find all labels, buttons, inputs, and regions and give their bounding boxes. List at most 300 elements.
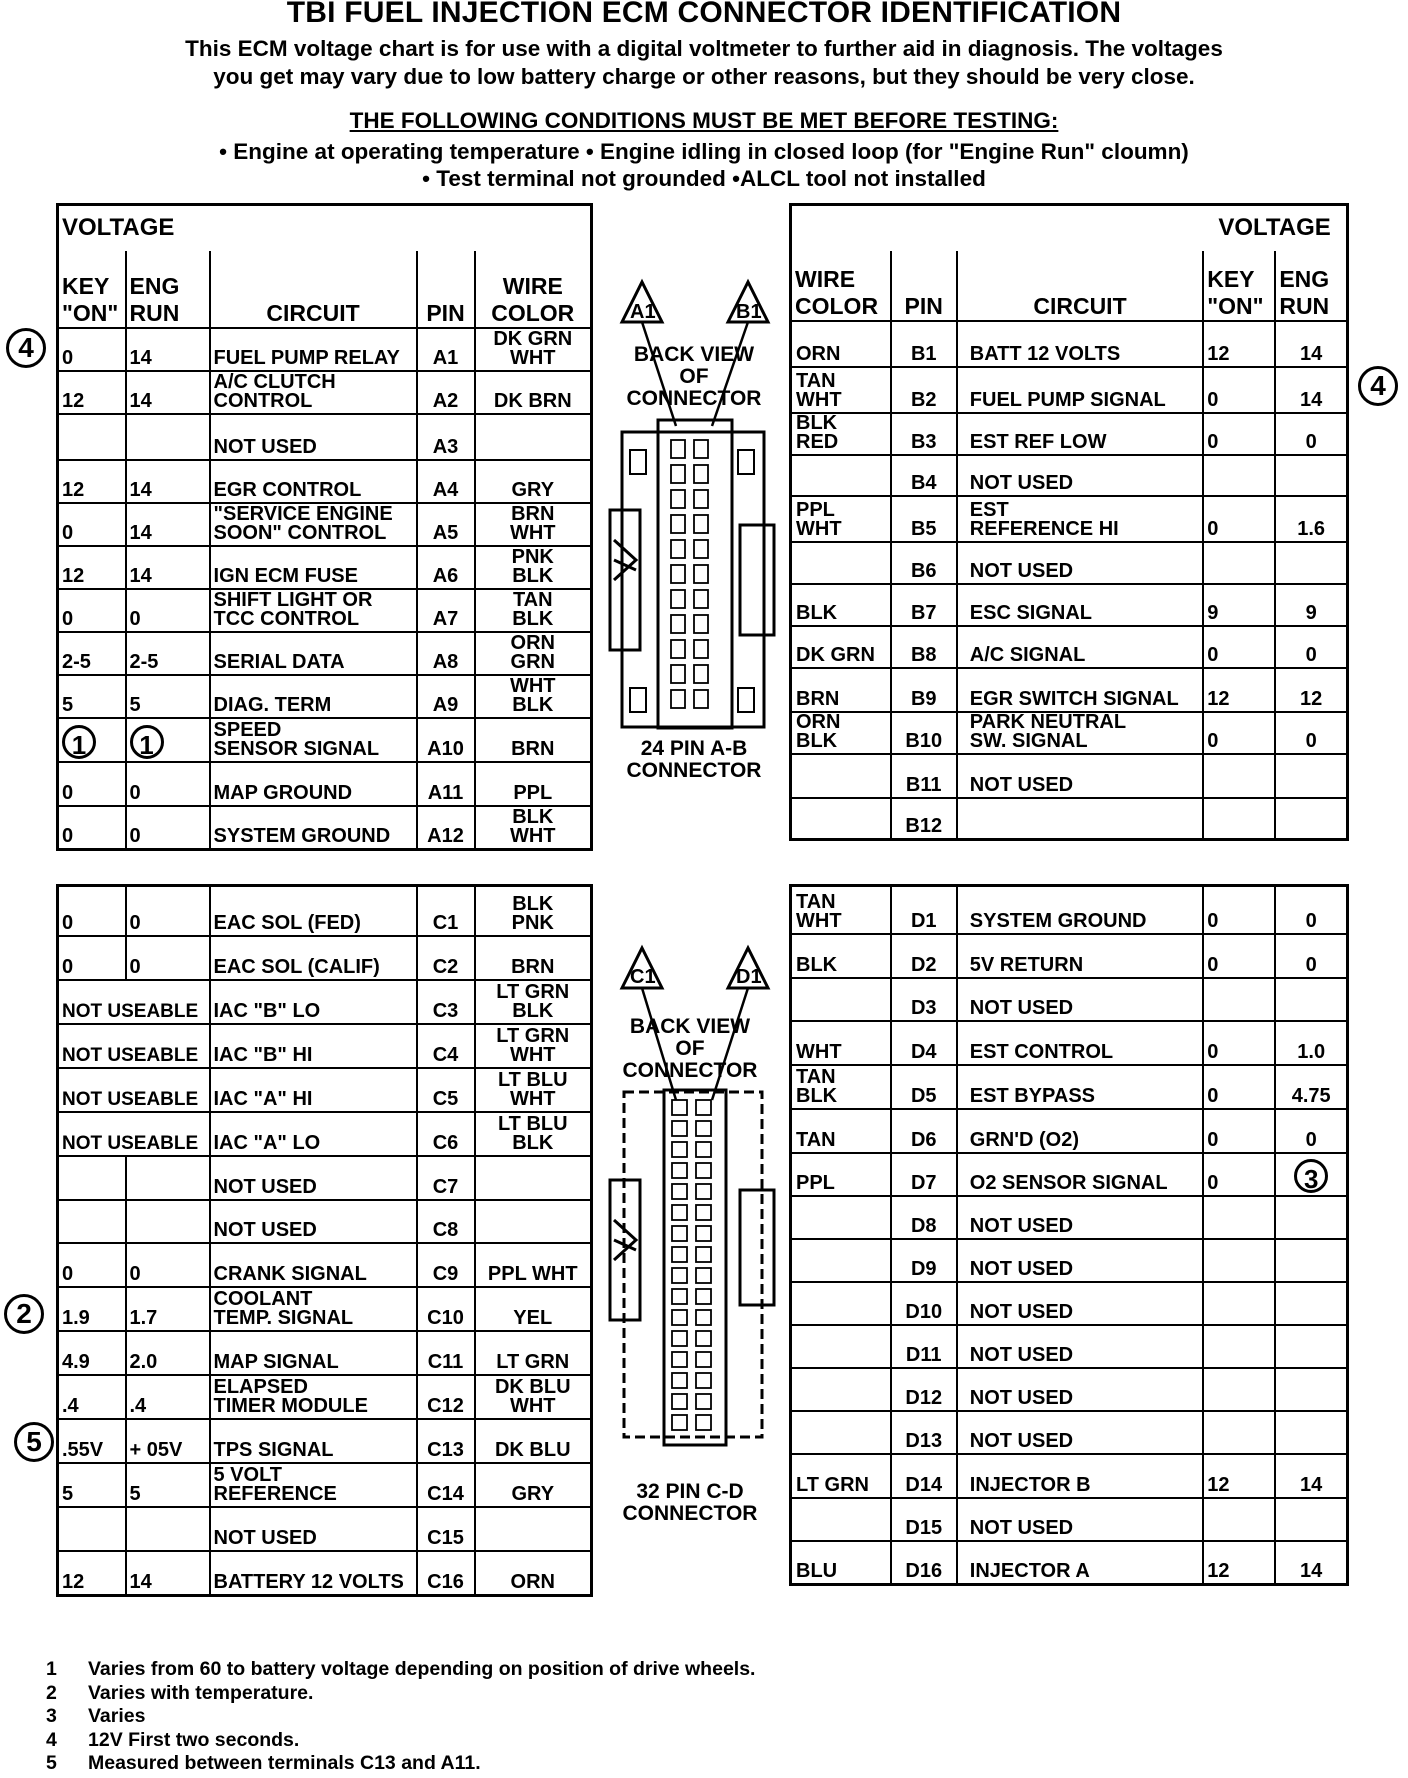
tri-label-c1: C1 (630, 966, 656, 988)
circuit-name: BATTERY 12 VOLTS (210, 1551, 417, 1596)
connector-ab-drawing (600, 270, 790, 740)
wire-color: TAN BLK (791, 1065, 891, 1109)
key-on-value: 0 (1203, 496, 1275, 542)
key-on-value: .55V (58, 1419, 126, 1463)
key-on-value: 0 (1203, 626, 1275, 668)
key-on-value (1203, 1239, 1275, 1282)
circuit-name: FUEL PUMP RELAY (210, 328, 417, 371)
footnote-item (46, 1705, 755, 1729)
pin-id: B3 (891, 413, 957, 455)
table-row (58, 1331, 592, 1375)
pin-id: D10 (891, 1282, 957, 1325)
page-header (0, 0, 1408, 194)
key-on-value: 0 (1203, 413, 1275, 455)
table-row (791, 584, 1348, 626)
table-row (791, 542, 1348, 584)
eng-run-value (1275, 1325, 1347, 1368)
table-row (791, 1325, 1348, 1368)
key-on-value (58, 1507, 126, 1551)
wire-color: BLK WHT (475, 806, 592, 850)
wire-color: ORN (475, 1551, 592, 1596)
wire-color: BLK (791, 934, 891, 978)
pin-id: C9 (417, 1243, 475, 1287)
circuit-name: EGR SWITCH SIGNAL (957, 668, 1203, 712)
key-on-value (1203, 1282, 1275, 1325)
table-row (791, 1368, 1348, 1411)
key-on-value: 9 (1203, 584, 1275, 626)
table-row (791, 1411, 1348, 1454)
circuit-name: EAC SOL (CALIF) (210, 936, 417, 980)
pin-id: D14 (891, 1454, 957, 1498)
eng-run-value: 5 (126, 1463, 210, 1507)
circuit-name: MAP SIGNAL (210, 1331, 417, 1375)
wire-color: ORN (791, 321, 891, 367)
circuit-name: IAC "B" HI (210, 1024, 417, 1068)
circuit-name: ELAPSED TIMER MODULE (210, 1375, 417, 1419)
table-row (791, 1153, 1348, 1196)
circuit-name: TPS SIGNAL (210, 1419, 417, 1463)
key-on-value: NOT USEABLE (58, 1068, 210, 1112)
circuit-name: NOT USED (957, 1411, 1203, 1454)
table-row (791, 455, 1348, 496)
pin-id: D15 (891, 1498, 957, 1541)
wire-color: ORN GRN (475, 632, 592, 675)
wire-color (791, 542, 891, 584)
circuit-name: SHIFT LIGHT OR TCC CONTROL (210, 589, 417, 632)
circuit-name: NOT USED (957, 1325, 1203, 1368)
pin-id: C10 (417, 1287, 475, 1331)
wire-color (791, 1196, 891, 1239)
table-row (58, 1507, 592, 1551)
tri-label-b1: B1 (736, 301, 762, 323)
key-on-value: 0 (1203, 1109, 1275, 1153)
conditions-heading: THE FOLLOWING CONDITIONS MUST BE MET BEFORE TESTING: (349, 108, 1059, 133)
eng-run-value: 1.0 (1275, 1021, 1347, 1065)
eng-run-value: 0 (1275, 712, 1347, 754)
eng-run-value: 0 (1275, 886, 1347, 934)
circuit-name: EST CONTROL (957, 1021, 1203, 1065)
wire-color: DK BLU (475, 1419, 592, 1463)
table-row (791, 668, 1348, 712)
eng-run-value (126, 718, 210, 762)
circuit-name: 5 VOLT REFERENCE (210, 1463, 417, 1507)
table-row (58, 589, 592, 632)
wire-color: LT GRN (475, 1331, 592, 1375)
table-row (58, 1375, 592, 1419)
table-row (791, 413, 1348, 455)
pin-id: D11 (891, 1325, 957, 1368)
eng-run-value: 0 (1275, 626, 1347, 668)
key-on-value (1203, 1498, 1275, 1541)
key-on-value (1203, 1411, 1275, 1454)
wire-color: PPL WHT (475, 1243, 592, 1287)
wire-color (791, 798, 891, 840)
pin-id: A3 (417, 414, 475, 460)
wire-color: DK BRN (475, 371, 592, 414)
circuit-name: SERIAL DATA (210, 632, 417, 675)
note-marker: 1 (62, 725, 96, 759)
circuit-name: NOT USED (957, 754, 1203, 798)
pin-id: C1 (417, 886, 475, 936)
key-on-value: NOT USEABLE (58, 1024, 210, 1068)
conditions-line-1: • Engine at operating temperature • Engine idling in closed loop (for "Engine Run" cloumn) (219, 139, 1189, 164)
table-row (58, 546, 592, 589)
eng-run-value: + 05V (126, 1419, 210, 1463)
wire-color: TAN WHT (791, 367, 891, 413)
key-on-value (1203, 542, 1275, 584)
wire-color-header: WIRE COLOR (475, 251, 592, 328)
wire-color (791, 1239, 891, 1282)
key-on-value (1203, 1325, 1275, 1368)
eng-run-value (126, 414, 210, 460)
pin-id: A2 (417, 371, 475, 414)
pin-id: C11 (417, 1331, 475, 1375)
footnote-text: Varies from 60 to battery voltage depending on position of drive wheels. (88, 1658, 756, 1680)
pin-id: B11 (891, 754, 957, 798)
eng-run-value (1275, 1368, 1347, 1411)
note-marker-4-left: 4 (6, 328, 46, 368)
key-on-value: 12 (1203, 1541, 1275, 1585)
table-row (58, 1024, 592, 1068)
key-on-value: 0 (1203, 712, 1275, 754)
eng-run-value (1275, 1153, 1347, 1196)
circuit-name (957, 798, 1203, 840)
circuit-name: NOT USED (957, 455, 1203, 496)
key-on-value: NOT USEABLE (58, 980, 210, 1024)
wire-color (791, 1325, 891, 1368)
key-on-value: 0 (1203, 886, 1275, 934)
wire-color: DK GRN (791, 626, 891, 668)
pin-id: B7 (891, 584, 957, 626)
circuit-name: EST REFERENCE HI (957, 496, 1203, 542)
circuit-name: NOT USED (957, 1368, 1203, 1411)
pin-id: B8 (891, 626, 957, 668)
circuit-name: NOT USED (957, 1196, 1203, 1239)
table-row (791, 1239, 1348, 1282)
conditions-line-2: • Test terminal not grounded •ALCL tool not installed (422, 166, 986, 191)
footnote-text: Measured between terminals C13 and A11. (88, 1752, 481, 1774)
eng-run-value (1275, 455, 1347, 496)
connector-ab-label: 24 PIN A-B CONNECTOR (626, 737, 762, 782)
pin-id: A6 (417, 546, 475, 589)
eng-run-value (126, 1156, 210, 1200)
circuit-name: SPEED SENSOR SIGNAL (210, 718, 417, 762)
key-on-header: KEY "ON" (1203, 251, 1275, 321)
table-row (791, 754, 1348, 798)
circuit-name: IGN ECM FUSE (210, 546, 417, 589)
wire-color (475, 414, 592, 460)
pin-id: D1 (891, 886, 957, 934)
eng-run-value: 0 (126, 589, 210, 632)
table-row (58, 460, 592, 503)
eng-run-value: 9 (1275, 584, 1347, 626)
circuit-name: IAC "A" LO (210, 1112, 417, 1156)
table-row (58, 1068, 592, 1112)
circuit-name: EST BYPASS (957, 1065, 1203, 1109)
key-on-value: 12 (58, 460, 126, 503)
circuit-name: A/C SIGNAL (957, 626, 1203, 668)
eng-run-value (1275, 1411, 1347, 1454)
key-on-value (58, 414, 126, 460)
eng-run-value: 5 (126, 675, 210, 718)
circuit-name: A/C CLUTCH CONTROL (210, 371, 417, 414)
wire-color: LT GRN WHT (475, 1024, 592, 1068)
eng-run-value: 0 (1275, 413, 1347, 455)
footnote-text: Varies (88, 1705, 146, 1727)
connector-cd-label: 32 PIN C-D CONNECTOR (622, 1480, 758, 1525)
pin-id: B1 (891, 321, 957, 367)
circuit-name: COOLANT TEMP. SIGNAL (210, 1287, 417, 1331)
wire-color: WHT BLK (475, 675, 592, 718)
tri-label-a1: A1 (630, 301, 656, 323)
eng-run-value: 14 (1275, 321, 1347, 367)
table-row (791, 1021, 1348, 1065)
key-on-value: 0 (58, 936, 126, 980)
pin-table-c (56, 884, 593, 1597)
pin-id: B9 (891, 668, 957, 712)
eng-run-value (1275, 798, 1347, 840)
eng-run-value (1275, 1196, 1347, 1239)
page-title: TBI FUEL INJECTION ECM CONNECTOR IDENTIFICATION (286, 0, 1122, 29)
wire-color (475, 1507, 592, 1551)
table-row (58, 1551, 592, 1596)
eng-run-value: 2.0 (126, 1331, 210, 1375)
table-row (58, 414, 592, 460)
circuit-header: CIRCUIT (210, 251, 417, 328)
key-on-value: 0 (58, 589, 126, 632)
key-on-value: 0 (1203, 1153, 1275, 1196)
pin-id: A8 (417, 632, 475, 675)
table-row (791, 1498, 1348, 1541)
wire-color: BLU (791, 1541, 891, 1585)
table-row (791, 934, 1348, 978)
key-on-value: 12 (58, 546, 126, 589)
note-marker: 3 (1294, 1159, 1328, 1193)
table-row (58, 1419, 592, 1463)
wire-color (791, 978, 891, 1021)
key-on-value: 0 (58, 328, 126, 371)
eng-run-value (1275, 1239, 1347, 1282)
eng-run-value: 14 (126, 503, 210, 546)
key-on-value: 0 (58, 503, 126, 546)
key-on-value (58, 1200, 126, 1243)
eng-run-value: .4 (126, 1375, 210, 1419)
circuit-name: NOT USED (957, 1282, 1203, 1325)
wire-color (791, 455, 891, 496)
key-on-value: 12 (58, 371, 126, 414)
circuit-name: IAC "B" LO (210, 980, 417, 1024)
pin-id: C2 (417, 936, 475, 980)
table-row (791, 1282, 1348, 1325)
wire-color: WHT (791, 1021, 891, 1065)
key-on-value: 1.9 (58, 1287, 126, 1331)
connector-cd-back-view-label: BACK VIEW OF CONNECTOR (622, 1015, 758, 1082)
eng-run-value: 0 (126, 886, 210, 936)
table-row (791, 798, 1348, 840)
footnote-item (46, 1658, 755, 1682)
key-on-value: 5 (58, 1463, 126, 1507)
wire-color: BRN WHT (475, 503, 592, 546)
eng-run-value: 1.7 (126, 1287, 210, 1331)
eng-run-value: 0 (126, 806, 210, 850)
eng-run-value (1275, 1282, 1347, 1325)
key-on-value: 0 (58, 886, 126, 936)
wire-color: GRY (475, 460, 592, 503)
pin-id: D8 (891, 1196, 957, 1239)
pin-id: D13 (891, 1411, 957, 1454)
eng-run-value (126, 1507, 210, 1551)
wire-color: PPL (791, 1153, 891, 1196)
footnote-number: 2 (46, 1681, 57, 1704)
key-on-value (1203, 455, 1275, 496)
voltage-header: VOLTAGE (1203, 205, 1347, 251)
eng-run-value: 14 (126, 546, 210, 589)
table-row (58, 371, 592, 414)
pin-id: C16 (417, 1551, 475, 1596)
wire-color: TAN BLK (475, 589, 592, 632)
key-on-value: .4 (58, 1375, 126, 1419)
eng-run-value (1275, 978, 1347, 1021)
circuit-name: NOT USED (210, 1507, 417, 1551)
pin-id: C15 (417, 1507, 475, 1551)
voltage-header: VOLTAGE (58, 205, 210, 251)
eng-run-value (1275, 1498, 1347, 1541)
table-row (791, 978, 1348, 1021)
circuit-name: NOT USED (210, 1156, 417, 1200)
key-on-value: 12 (1203, 1454, 1275, 1498)
table-row (791, 321, 1348, 367)
wire-color-header: WIRE COLOR (791, 251, 891, 321)
table-row (791, 626, 1348, 668)
circuit-name: O2 SENSOR SIGNAL (957, 1153, 1203, 1196)
pin-id: C7 (417, 1156, 475, 1200)
circuit-name: DIAG. TERM (210, 675, 417, 718)
eng-run-value: 14 (126, 328, 210, 371)
table-row (58, 328, 592, 371)
circuit-name: EAC SOL (FED) (210, 886, 417, 936)
key-on-value: 0 (1203, 934, 1275, 978)
circuit-name: NOT USED (957, 978, 1203, 1021)
table-row (791, 496, 1348, 542)
intro-line-2: you get may vary due to low battery charge or other reasons, but they should be very close. (213, 64, 1195, 89)
pin-id: D4 (891, 1021, 957, 1065)
table-row (58, 632, 592, 675)
table-row (58, 1243, 592, 1287)
note-marker-2: 2 (4, 1294, 44, 1334)
pin-header: PIN (891, 251, 957, 321)
circuit-name: NOT USED (957, 542, 1203, 584)
eng-run-value (126, 1200, 210, 1243)
key-on-value: 0 (58, 1243, 126, 1287)
circuit-name: NOT USED (210, 1200, 417, 1243)
circuit-name: BATT 12 VOLTS (957, 321, 1203, 367)
eng-run-value (1275, 542, 1347, 584)
eng-run-value: 14 (126, 460, 210, 503)
pin-id: C13 (417, 1419, 475, 1463)
wire-color: BRN (475, 718, 592, 762)
circuit-header: CIRCUIT (957, 251, 1203, 321)
key-on-value: 12 (58, 1551, 126, 1596)
table-row (58, 806, 592, 850)
table-row (58, 936, 592, 980)
table-row (791, 1109, 1348, 1153)
pin-id: D9 (891, 1239, 957, 1282)
note-marker-4-right: 4 (1358, 366, 1398, 406)
pin-id: B12 (891, 798, 957, 840)
key-on-value: 0 (58, 762, 126, 806)
table-row (58, 718, 592, 762)
wire-color: DK GRN WHT (475, 328, 592, 371)
footnotes (46, 1658, 755, 1776)
footnote-item (46, 1682, 755, 1706)
connector-ab-back-view-label: BACK VIEW OF CONNECTOR (626, 343, 762, 410)
eng-run-value: 0 (126, 936, 210, 980)
footnote-item (46, 1729, 755, 1753)
eng-run-value: 14 (126, 1551, 210, 1596)
table-row (58, 503, 592, 546)
key-on-header: KEY "ON" (58, 251, 126, 328)
key-on-value: 5 (58, 675, 126, 718)
eng-run-value (1275, 754, 1347, 798)
circuit-name: NOT USED (957, 1498, 1203, 1541)
pin-table-d (789, 884, 1349, 1586)
footnote-text: Varies with temperature. (88, 1681, 314, 1704)
pin-id: A12 (417, 806, 475, 850)
eng-run-value: 0 (126, 762, 210, 806)
key-on-value: 0 (1203, 1065, 1275, 1109)
table-row (58, 886, 592, 936)
key-on-value (58, 1156, 126, 1200)
eng-run-value: 2-5 (126, 632, 210, 675)
footnote-number: 3 (46, 1705, 57, 1727)
wire-color (791, 1498, 891, 1541)
footnote-item (46, 1752, 755, 1776)
key-on-value (58, 718, 126, 762)
pin-id: D7 (891, 1153, 957, 1196)
note-marker: 1 (130, 725, 164, 759)
pin-id: B4 (891, 455, 957, 496)
wire-color (791, 1411, 891, 1454)
circuit-name: 5V RETURN (957, 934, 1203, 978)
key-on-value: 0 (1203, 367, 1275, 413)
wire-color: PPL (475, 762, 592, 806)
pin-id: C5 (417, 1068, 475, 1112)
eng-run-value: 0 (1275, 934, 1347, 978)
footnote-text: 12V First two seconds. (88, 1728, 300, 1751)
wire-color (791, 754, 891, 798)
wire-color: PNK BLK (475, 546, 592, 589)
eng-run-value: 14 (1275, 1454, 1347, 1498)
tri-label-d1: D1 (736, 966, 762, 988)
circuit-name: SYSTEM GROUND (957, 886, 1203, 934)
table-row (58, 762, 592, 806)
key-on-value: 0 (58, 806, 126, 850)
wire-color: TAN WHT (791, 886, 891, 934)
circuit-name: SYSTEM GROUND (210, 806, 417, 850)
pin-table-a (56, 203, 593, 851)
pin-id: B10 (891, 712, 957, 754)
table-row (58, 1112, 592, 1156)
table-row (58, 1156, 592, 1200)
pin-id: B2 (891, 367, 957, 413)
table-row (58, 1287, 592, 1331)
wire-color: LT BLU WHT (475, 1068, 592, 1112)
key-on-value (1203, 754, 1275, 798)
pin-id: A10 (417, 718, 475, 762)
wire-color: LT BLU BLK (475, 1112, 592, 1156)
footnote-number: 1 (46, 1658, 57, 1680)
pin-id: C4 (417, 1024, 475, 1068)
